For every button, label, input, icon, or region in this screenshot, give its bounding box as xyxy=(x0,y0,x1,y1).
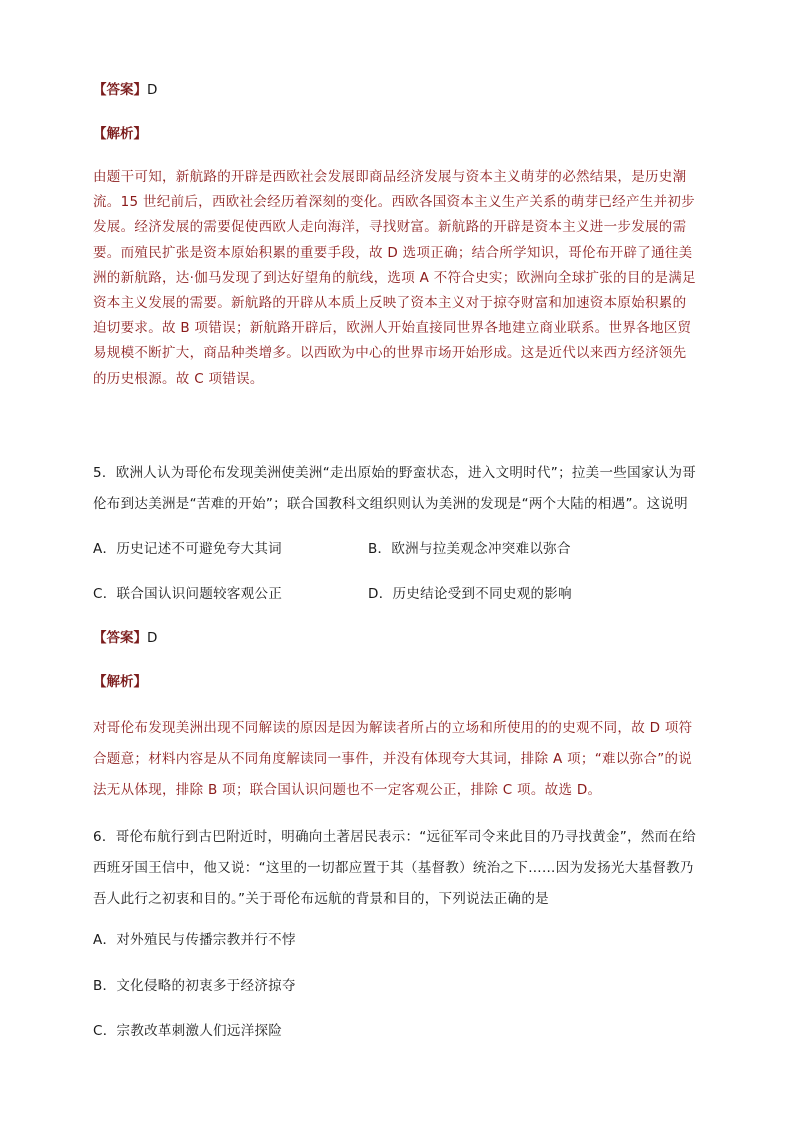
analysis-line: 法无从体现，排除 B 项；联合国认识问题也不一定客观公正，排除 C 项。故选 D。 xyxy=(93,782,602,798)
q6-option-b: B．文化侵略的初衷多于经济掠夺 xyxy=(93,978,296,994)
analysis-line: 发展。经济发展的需要促使西欧人走向海洋，寻找财富。新航路的开辟是资本主义进一步发展的需 xyxy=(93,219,687,236)
stem-line: 西班牙国王信中，他又说：“这里的一切都应置于其（基督教）统治之下……因为发扬光大基督教乃 xyxy=(93,860,694,876)
answer-label: 【答案】 xyxy=(93,82,147,98)
q4-analysis-label: 【解析】 xyxy=(93,126,147,142)
q5-option-b: B．欧洲与拉美观念冲突难以弥合 xyxy=(368,541,571,557)
q5-answer-line xyxy=(93,626,701,646)
q5-option-d: D．历史结论受到不同史观的影响 xyxy=(368,586,572,602)
analysis-line: 要。而殖民扩张是资本原始积累的重要手段，故 D 选项正确；结合所学知识，哥伦布开辟了通往美 xyxy=(93,244,693,261)
q5-analysis-label: 【解析】 xyxy=(93,674,147,690)
analysis-line: 合题意；材料内容是从不同角度解读同一事件，并没有体现夸大其词，排除 A 项；“难以弥合”的说 xyxy=(93,751,693,767)
q6-option-c: C．宗教改革刺激人们远洋探险 xyxy=(93,1023,283,1039)
answer-value: D xyxy=(147,82,158,98)
answer-label: 【答案】 xyxy=(93,630,147,646)
analysis-line: 洲的新航路，达·伽马发现了到达好望角的航线，选项 A 不符合史实；欧洲向全球扩张的目的是满足 xyxy=(93,269,696,286)
analysis-line: 易规模不断扩大，商品种类增多。以西欧为中心的世界市场开始形成。这是近代以来西方经济领先 xyxy=(93,345,687,362)
analysis-line: 流。15 世纪前后，西欧社会经历着深刻的变化。西欧各国资本主义生产关系的萌芽已经产生并初步 xyxy=(93,194,695,211)
answer-value: D xyxy=(147,630,158,646)
analysis-line: 的历史根源。故 C 项错误。 xyxy=(93,370,264,387)
q5-option-c: C．联合国认识问题较客观公正 xyxy=(93,586,283,602)
q4-answer-line xyxy=(93,78,701,98)
q6-option-a: A．对外殖民与传播宗教并行不悖 xyxy=(93,932,296,948)
q5-analysis-text xyxy=(93,713,701,806)
q5-stem xyxy=(93,458,701,520)
stem-line: 伦布到达美洲是“苦难的开始”；联合国教科文组织则认为美洲的发现是“两个大陆的相遇”。这说明 xyxy=(93,496,688,512)
q5-option-a: A．历史记述不可避免夸大其词 xyxy=(93,541,282,557)
stem-line: 5．欧洲人认为哥伦布发现美洲使美洲“走出原始的野蛮状态，进入文明时代”；拉美一些国家认为哥 xyxy=(93,465,697,481)
analysis-line: 资本主义发展的需要。新航路的开辟从本质上反映了资本主义对于掠夺财富和加速资本原始积累的 xyxy=(93,295,687,312)
stem-line: 6．哥伦布航行到古巴附近时，明确向土著居民表示：“远征军司令来此目的乃寻找黄金”，然而在给 xyxy=(93,829,697,845)
q4-analysis-text xyxy=(93,165,701,392)
stem-line: 吾人此行之初衷和目的。”关于哥伦布远航的背景和目的，下列说法正确的是 xyxy=(93,891,549,907)
analysis-line: 迫切要求。故 B 项错误；新航路开辟后，欧洲人开始直接同世界各地建立商业联系。世界各地区贸 xyxy=(93,320,692,337)
q6-stem xyxy=(93,822,701,915)
analysis-line: 由题干可知，新航路的开辟是西欧社会发展即商品经济发展与资本主义萌芽的必然结果，是历史潮 xyxy=(93,169,687,185)
analysis-line: 对哥伦布发现美洲出现不同解读的原因是因为解读者所占的立场和所使用的的史观不同，故 D 项符 xyxy=(93,720,693,736)
